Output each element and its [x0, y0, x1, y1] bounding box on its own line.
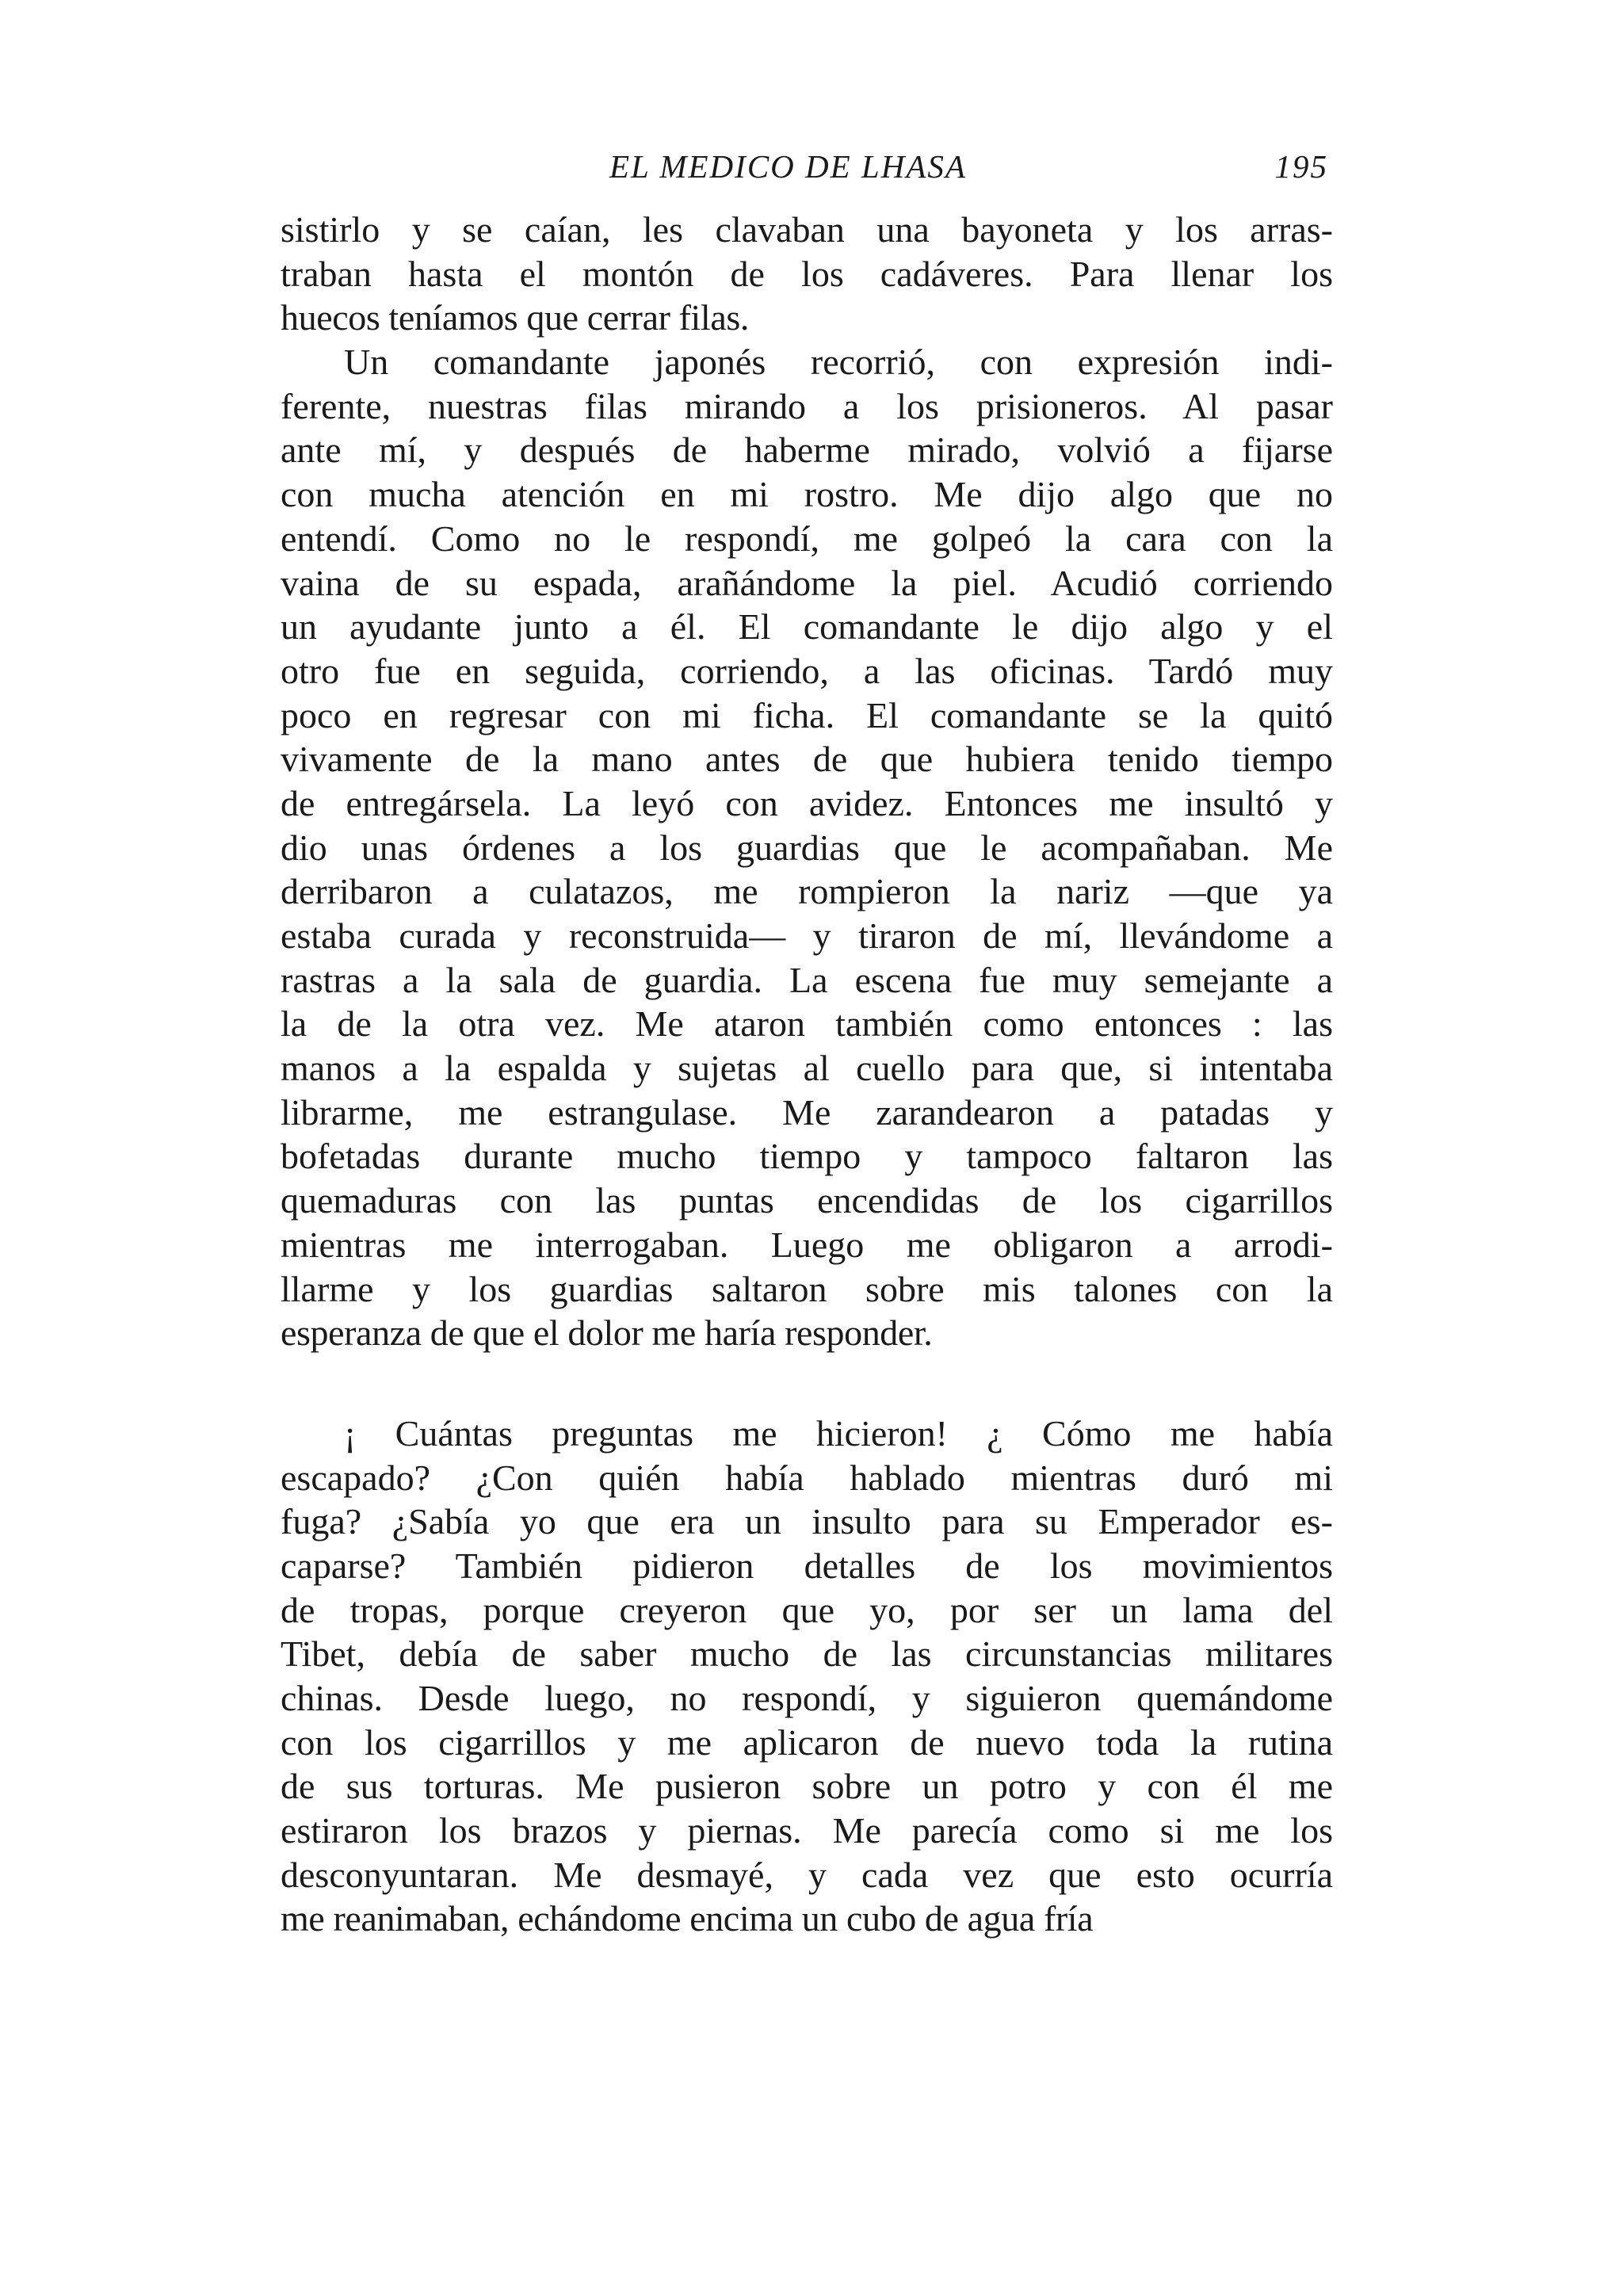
text-line: huecos teníamos que cerrar filas.: [281, 297, 749, 338]
paragraph: [281, 340, 1333, 1355]
text-line: un ayudante junto a él. El comandante le dijo algo y el: [281, 606, 1333, 648]
text-line: ¡ Cuántas preguntas me hicieron! ¿ Cómo me había: [344, 1412, 1333, 1454]
text-line: de tropas, porque creyeron que yo, por ser un lama del: [281, 1589, 1333, 1630]
text-line: mientras me interrogaban. Luego me obligaron a arrodi-: [281, 1224, 1333, 1265]
page-number: 195: [1274, 148, 1328, 185]
text-line: traban hasta el montón de los cadáveres. Para llenar los: [281, 253, 1333, 294]
text-line: sistirlo y se caían, les clavaban una bayoneta y los arras-: [281, 209, 1333, 250]
text-line: desconyuntaran. Me desmayé, y cada vez que esto ocurría: [281, 1854, 1333, 1895]
running-header: [281, 147, 1333, 195]
text-line: vivamente de la mano antes de que hubiera tenido tiempo: [281, 739, 1333, 780]
text-line: otro fue en seguida, corriendo, a las oficinas. Tardó muy: [281, 650, 1333, 691]
text-line: llarme y los guardias saltaron sobre mis talones con la: [281, 1268, 1333, 1309]
text-line: me reanimaban, echándome encima un cubo de agua fría: [281, 1898, 1094, 1939]
text-line: dio unas órdenes a los guardias que le acompañaban. Me: [281, 827, 1333, 868]
text-line: estaba curada y reconstruida— y tiraron de mí, llevándome a: [281, 915, 1333, 956]
text-line: rastras a la sala de guardia. La escena fue muy semejante a: [281, 959, 1333, 1000]
text-line: con mucha atención en mi rostro. Me dijo algo que no: [281, 474, 1333, 515]
text-line: esperanza de que el dolor me haría responder.: [281, 1312, 933, 1354]
text-line: la de la otra vez. Me ataron también como entonces : las: [281, 1003, 1333, 1045]
text-line: fuga? ¿Sabía yo que era un insulto para su Emperador es-: [281, 1501, 1333, 1542]
text-line: ferente, nuestras filas mirando a los prisioneros. Al pasar: [281, 385, 1333, 426]
text-line: bofetadas durante mucho tiempo y tampoco faltaron las: [281, 1136, 1333, 1177]
text-line: caparse? También pidieron detalles de los movimientos: [281, 1545, 1333, 1586]
text-line: entendí. Como no le respondí, me golpeó la cara con la: [281, 518, 1333, 559]
text-line: manos a la espalda y sujetas al cuello para que, si intentaba: [281, 1048, 1333, 1089]
paragraph-spacer: [281, 1355, 1333, 1412]
text-line: de sus torturas. Me pusieron sobre un potro y con él me: [281, 1766, 1333, 1807]
text-line: librarme, me estrangulase. Me zarandearon a patadas y: [281, 1091, 1333, 1133]
text-line: estiraron los brazos y piernas. Me parecía como si me los: [281, 1810, 1333, 1851]
text-line: ante mí, y después de haberme mirado, volvió a fijarse: [281, 430, 1333, 471]
text-line: chinas. Desde luego, no respondí, y siguieron quemándome: [281, 1678, 1333, 1718]
text-line: vaina de su espada, arañándome la piel. Acudió corriendo: [281, 562, 1333, 603]
running-title: EL MEDICO DE LHASA: [609, 148, 967, 185]
paragraph: [281, 1412, 1333, 1941]
text-line: derribaron a culatazos, me rompieron la nariz —que ya: [281, 871, 1333, 912]
text-line: con los cigarrillos y me aplicaron de nuevo toda la rutina: [281, 1721, 1333, 1763]
text-line: de entregársela. La leyó con avidez. Entonces me insultó y: [281, 782, 1333, 823]
text-line: poco en regresar con mi ficha. El comandante se la quitó: [281, 694, 1333, 735]
text-line: escapado? ¿Con quién había hablado mientras duró mi: [281, 1457, 1333, 1498]
text-line: Tibet, debía de saber mucho de las circunstancias militares: [281, 1633, 1333, 1675]
text-line: Un comandante japonés recorrió, con expresión indi-: [344, 342, 1333, 383]
body-text: [281, 208, 1333, 1941]
paragraph: [281, 208, 1333, 340]
text-line: quemaduras con las puntas encendidas de los cigarrillos: [281, 1180, 1333, 1221]
